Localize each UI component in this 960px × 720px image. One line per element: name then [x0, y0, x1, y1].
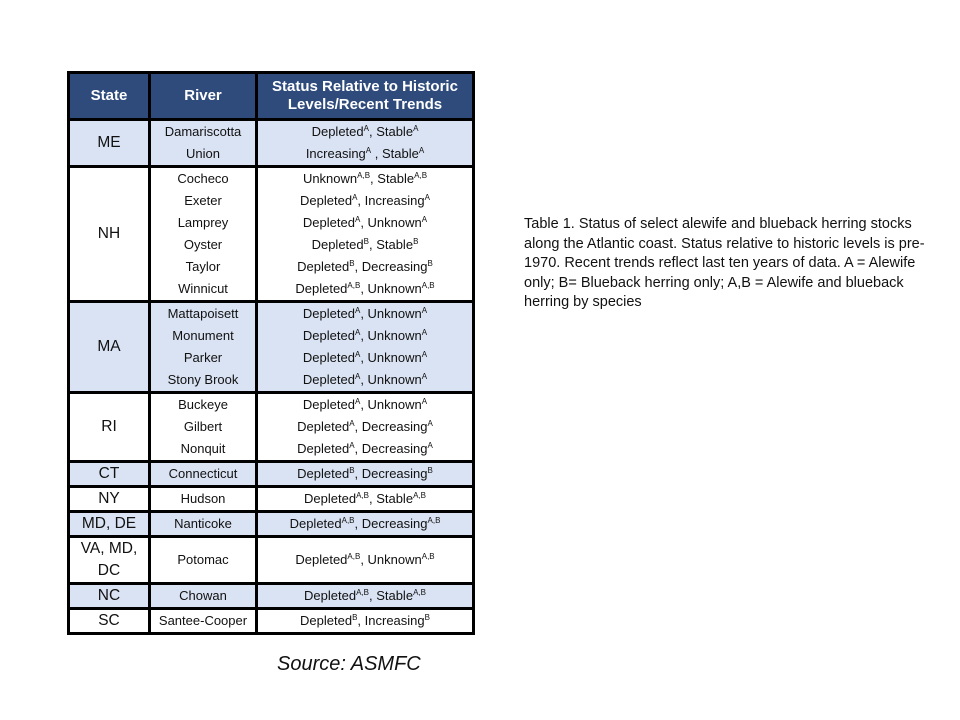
status-historic: Depleted [300, 613, 353, 628]
state-group-sc [69, 609, 474, 634]
status-trend: , Unknown [360, 281, 422, 296]
status-entry [261, 549, 469, 571]
status-trend: , Unknown [360, 397, 422, 412]
status-historic: Depleted [304, 491, 357, 506]
species-code: A [421, 306, 428, 315]
status-historic: Depleted [304, 588, 357, 603]
status-entry [261, 513, 469, 535]
state-group-ri [69, 393, 474, 462]
herring-status-table [67, 71, 475, 635]
source-credit: Source: ASMFC [277, 653, 421, 675]
status-entry [261, 438, 469, 460]
state-group-ma [69, 302, 474, 393]
state-group-va-md-dc [69, 537, 474, 584]
river-cell [150, 537, 257, 584]
species-code: A [354, 328, 361, 337]
species-code: B [427, 259, 433, 268]
species-code: A,B [357, 171, 371, 180]
species-code: A [421, 350, 428, 359]
status-cell [257, 584, 474, 609]
river-name: Exeter [184, 193, 222, 208]
river-name: Nonquit [180, 441, 226, 456]
status-cell [257, 512, 474, 537]
status-historic: Depleted [311, 124, 364, 139]
river-name: Damariscotta [164, 124, 242, 139]
river-name: Union [186, 146, 220, 161]
status-cell [257, 393, 474, 462]
status-trend: , Decreasing [354, 259, 428, 274]
river-name: Monument [172, 328, 234, 343]
state-cell: ME [69, 120, 150, 167]
column-header-status: Status Relative to Historic Levels/Recent Trends [257, 73, 474, 120]
state-cell: MD, DE [69, 512, 150, 537]
river-name: Taylor [185, 259, 221, 274]
river-cell [150, 393, 257, 462]
state-group-nc [69, 584, 474, 609]
river-name: Connecticut [168, 466, 238, 481]
status-trend: , Unknown [360, 372, 422, 387]
river-name: Potomac [177, 552, 229, 567]
species-code: A [421, 328, 428, 337]
status-trend: , Unknown [360, 328, 422, 343]
status-trend: , Increasing [357, 613, 425, 628]
status-entry [261, 325, 469, 347]
status-cell [257, 167, 474, 302]
river-name: Oyster [183, 237, 223, 252]
status-entry [261, 394, 469, 416]
status-entry [261, 143, 469, 165]
state-group-md-de [69, 512, 474, 537]
river-cell [150, 462, 257, 487]
species-code: B [349, 466, 355, 475]
species-code: A [421, 215, 428, 224]
species-code: A [354, 350, 361, 359]
status-historic: Unknown [302, 171, 358, 186]
status-historic: Depleted [302, 215, 355, 230]
species-code: B [363, 237, 369, 246]
status-historic: Depleted [300, 193, 353, 208]
status-entry [261, 369, 469, 391]
species-code: A,B [414, 171, 428, 180]
status-trend: , Stable [368, 491, 414, 506]
state-cell: CT [69, 462, 150, 487]
status-trend: , Decreasing [354, 466, 428, 481]
river-cell [150, 487, 257, 512]
river-name: Buckeye [178, 397, 228, 412]
status-trend: , Unknown [360, 306, 422, 321]
status-trend: , Decreasing [354, 419, 428, 434]
species-code: A [365, 146, 372, 155]
species-code: A [418, 146, 425, 155]
status-entry [261, 190, 469, 212]
status-entry [261, 463, 469, 485]
status-historic: Depleted [295, 552, 348, 567]
species-code: B [349, 259, 355, 268]
status-entry [261, 256, 469, 278]
species-code: A,B [356, 491, 369, 500]
status-cell [257, 609, 474, 634]
river-name: Cocheco [177, 171, 229, 186]
species-code: A [413, 124, 419, 133]
state-group-me [69, 120, 474, 167]
status-trend: , Decreasing [354, 441, 428, 456]
river-name: Nanticoke [174, 516, 232, 531]
column-header-state: State [69, 73, 150, 120]
status-cell [257, 537, 474, 584]
status-trend: , Unknown [360, 215, 422, 230]
species-code: A [354, 397, 361, 406]
status-trend: , Increasing [357, 193, 425, 208]
river-cell [150, 609, 257, 634]
status-trend: , Unknown [360, 552, 422, 567]
status-historic: Depleted [297, 466, 350, 481]
status-cell [257, 302, 474, 393]
status-historic: Depleted [297, 259, 350, 274]
status-historic: Depleted [297, 441, 350, 456]
table-caption: Table 1. Status of select alewife and blueback herring stocks along the Atlantic coast. Status relative to historic levels is pre-1970. Recent trends reflect last ten years of data. A = Alewife only; B= Blueback herring only; A,B = Alewife and blueback herring by species [524, 216, 925, 310]
state-group-nh [69, 167, 474, 302]
status-historic: Depleted [302, 397, 355, 412]
status-entry [261, 212, 469, 234]
river-name: Winnicut [178, 281, 228, 296]
river-name: Stony Brook [167, 372, 239, 387]
status-cell [257, 462, 474, 487]
river-cell [150, 120, 257, 167]
status-historic: Depleted [311, 237, 364, 252]
river-cell [150, 512, 257, 537]
river-name: Santee-Cooper [158, 613, 248, 628]
status-trend: , Unknown [360, 350, 422, 365]
state-cell: RI [69, 393, 150, 462]
species-code: A [421, 372, 428, 381]
species-code: A,B [356, 588, 369, 597]
species-code: A,B [413, 491, 426, 500]
status-historic: Depleted [302, 350, 355, 365]
status-entry [261, 168, 469, 190]
species-code: A [363, 124, 369, 133]
status-entry [261, 585, 469, 607]
river-name: Gilbert [183, 419, 223, 434]
header-row [69, 73, 474, 120]
river-cell [150, 584, 257, 609]
status-historic: Depleted [302, 328, 355, 343]
species-code: A [421, 397, 428, 406]
status-trend: , Stable [368, 588, 414, 603]
species-code: A [354, 306, 361, 315]
status-entry [261, 488, 469, 510]
species-code: B [413, 237, 419, 246]
river-name: Lamprey [177, 215, 229, 230]
species-code: A [349, 441, 355, 450]
status-historic: Depleted [289, 516, 342, 531]
species-code: A [354, 215, 361, 224]
species-code: A,B [347, 552, 361, 561]
status-historic: Depleted [297, 419, 350, 434]
status-entry [261, 278, 469, 300]
state-cell: NC [69, 584, 150, 609]
status-trend: , Stable [370, 171, 415, 186]
species-code: A [352, 193, 358, 202]
species-code: A,B [347, 281, 361, 290]
species-code: B [427, 466, 433, 475]
species-code: B [424, 613, 430, 622]
state-cell: VA, MD, DC [69, 537, 150, 584]
river-name: Hudson [180, 491, 226, 506]
species-code: A,B [421, 281, 435, 290]
state-cell: MA [69, 302, 150, 393]
status-historic: Depleted [302, 372, 355, 387]
river-cell [150, 302, 257, 393]
status-historic: Depleted [302, 306, 355, 321]
species-code: A,B [341, 516, 355, 525]
status-trend: , Stable [368, 124, 414, 139]
state-group-ct [69, 462, 474, 487]
column-header-river: River [150, 73, 257, 120]
species-code: A [349, 419, 355, 428]
status-cell [257, 120, 474, 167]
state-cell: SC [69, 609, 150, 634]
species-code: B [352, 613, 358, 622]
status-entry [261, 416, 469, 438]
state-cell: NY [69, 487, 150, 512]
status-historic: Increasing [305, 146, 366, 161]
status-trend: , Stable [371, 146, 419, 161]
species-code: A [427, 441, 433, 450]
state-cell: NH [69, 167, 150, 302]
status-entry [261, 610, 469, 632]
species-code: A,B [413, 588, 426, 597]
river-name: Mattapoisett [167, 306, 239, 321]
river-cell [150, 167, 257, 302]
species-code: A,B [421, 552, 435, 561]
river-name: Parker [183, 350, 223, 365]
species-code: A [427, 419, 433, 428]
species-code: A [424, 193, 430, 202]
status-trend: , Stable [368, 237, 414, 252]
species-code: A [354, 372, 361, 381]
status-entry [261, 347, 469, 369]
river-name: Chowan [179, 588, 227, 603]
status-entry [261, 121, 469, 143]
status-cell [257, 487, 474, 512]
status-trend: , Decreasing [354, 516, 428, 531]
species-code: A,B [427, 516, 441, 525]
status-historic: Depleted [295, 281, 348, 296]
state-group-ny [69, 487, 474, 512]
status-entry [261, 234, 469, 256]
status-entry [261, 303, 469, 325]
